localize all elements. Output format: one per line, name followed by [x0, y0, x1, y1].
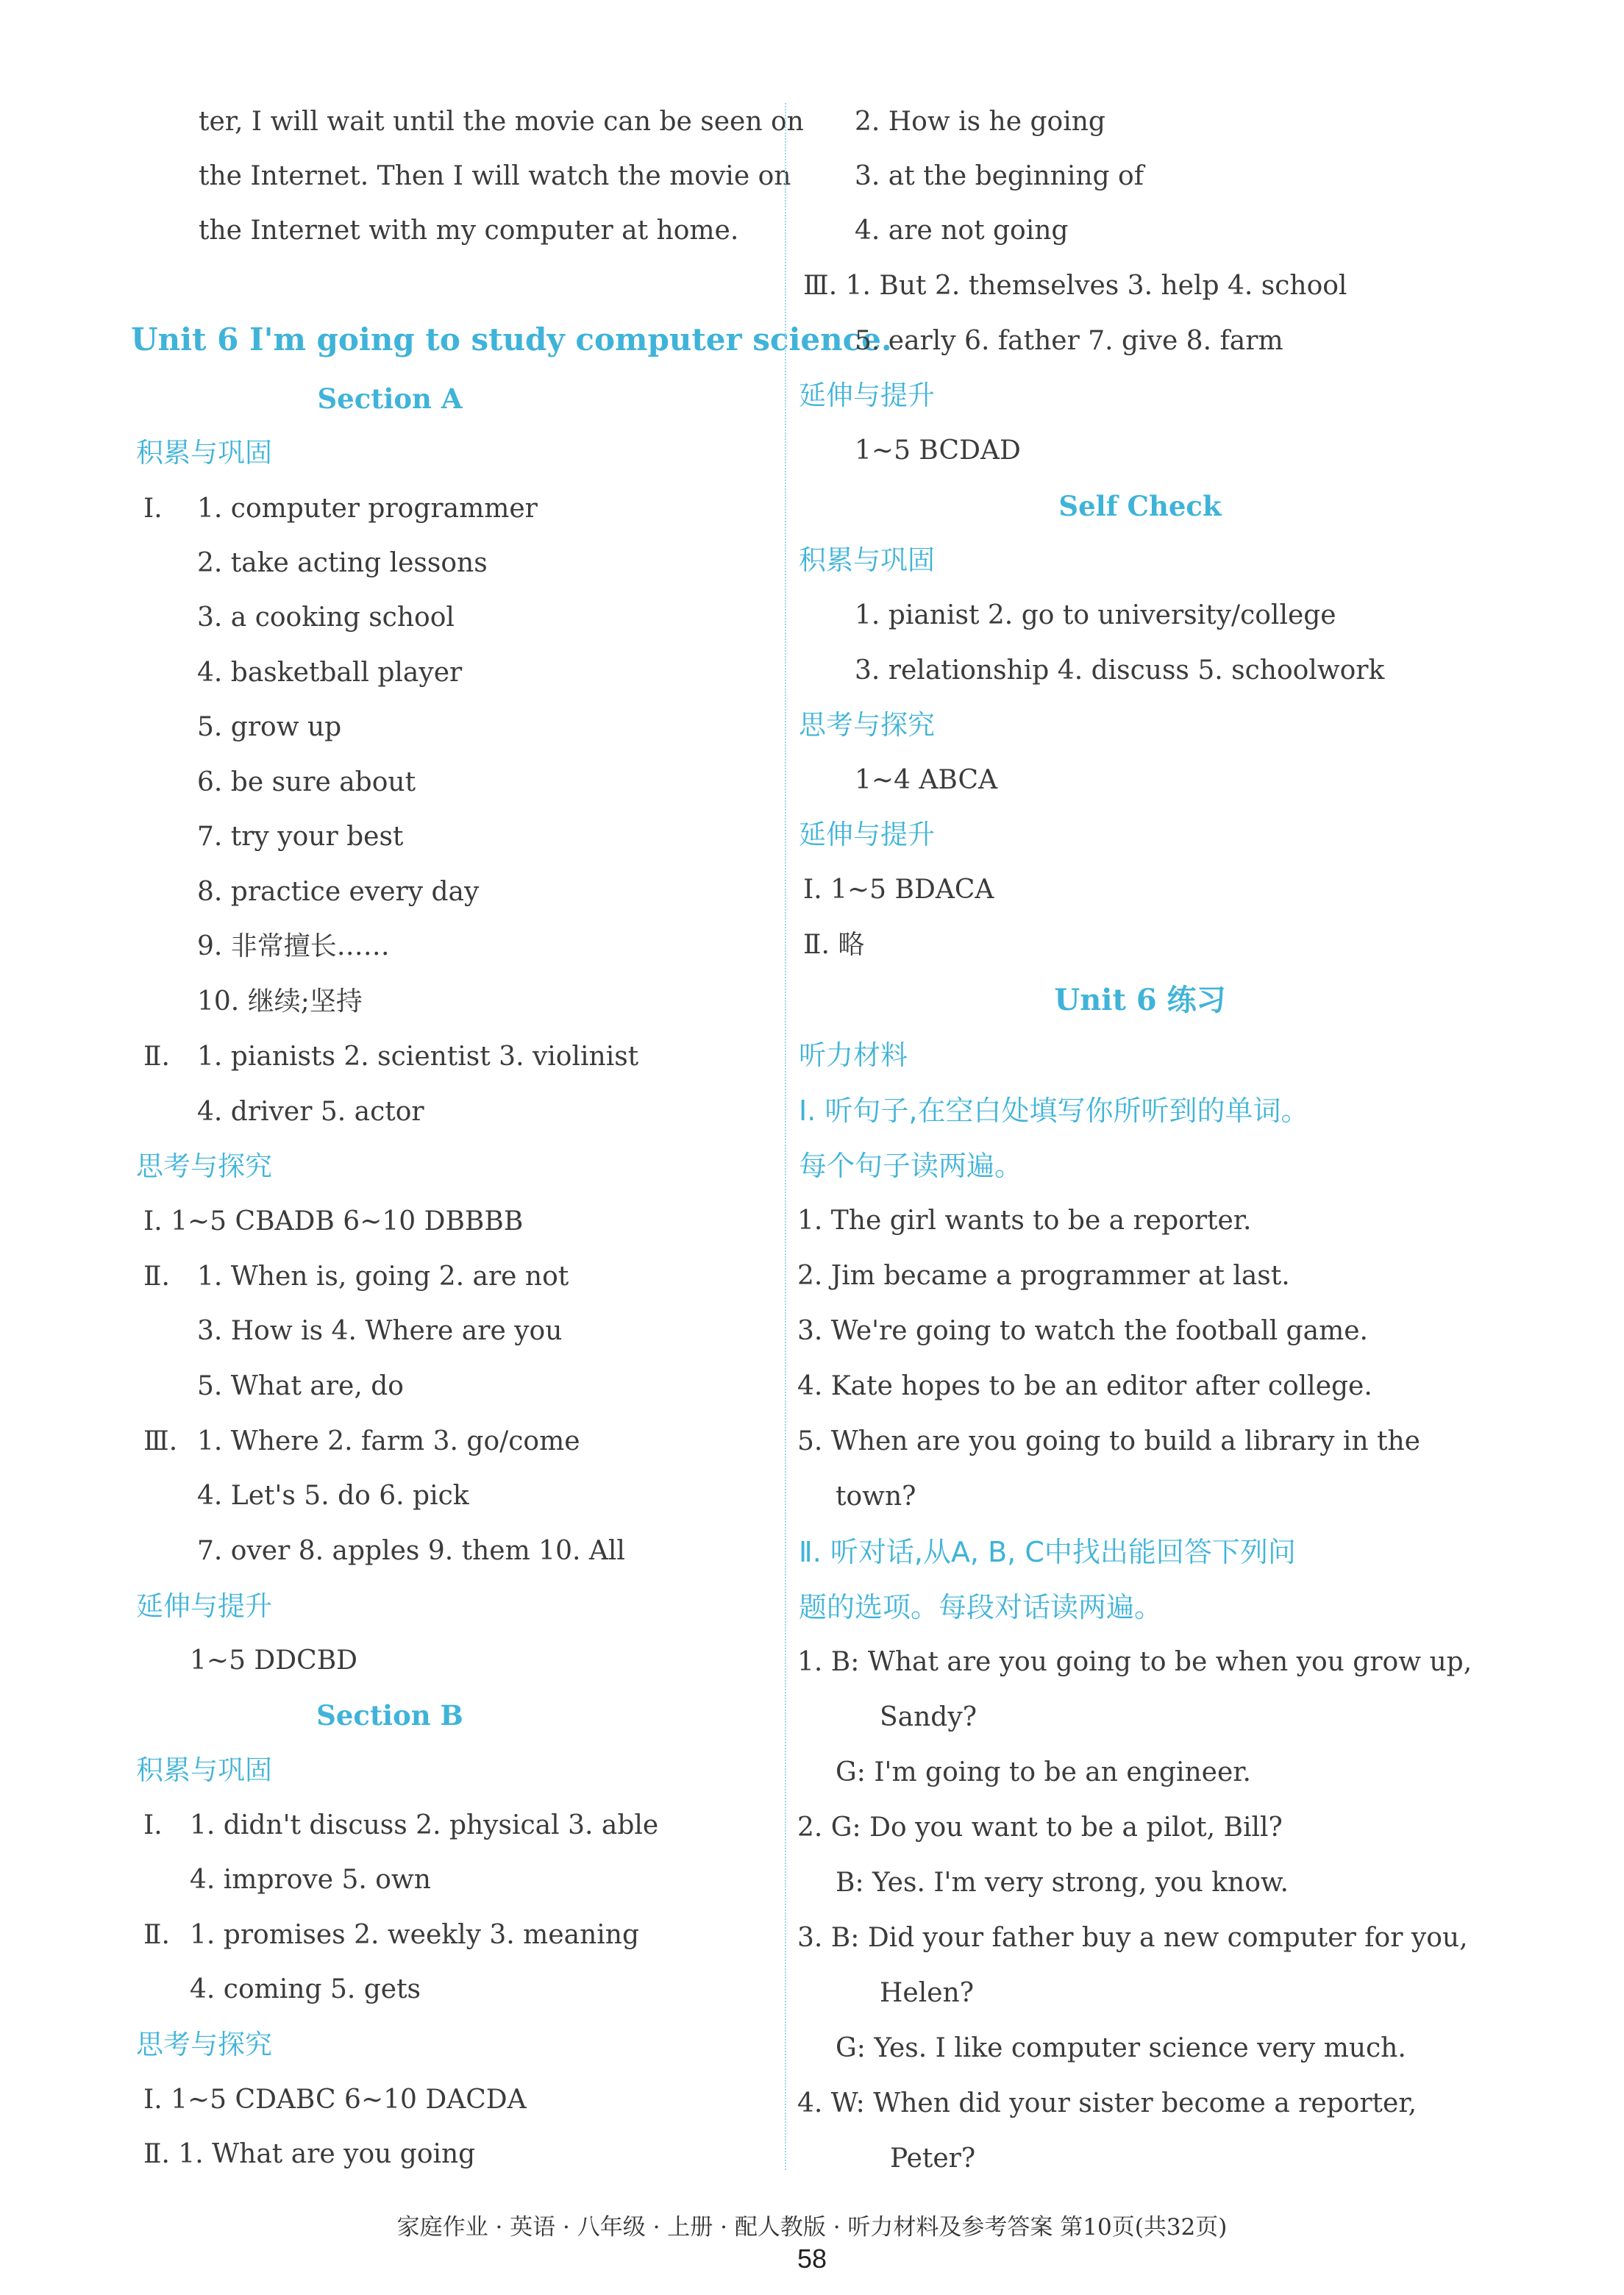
answer-line: 4. improve 5. own: [190, 1865, 431, 1895]
page-footer: 家庭作业 · 英语 · 八年级 · 上册 · 配人教版 · 听力材料及参考答案 第10页(共32页): [396, 2214, 1228, 2241]
column-divider: [785, 103, 786, 2170]
part-marker: Ⅱ.: [143, 1042, 170, 1072]
answer-line: 4. driver 5. actor: [197, 1097, 424, 1127]
answer-line: 4. coming 5. gets: [190, 1974, 421, 2004]
answer-line: 10. 继续;坚持: [197, 986, 363, 1017]
dialog-line: Helen?: [880, 1978, 975, 2008]
answer-line: 7. try your best: [197, 822, 404, 852]
self-check-title: Self Check: [1058, 490, 1222, 522]
section-heading: 延伸与提升: [136, 1590, 272, 1622]
answer-line: 7. over 8. apples 9. them 10. All: [197, 1536, 625, 1566]
dialog-line: G: Yes. I like computer science very much.: [836, 2033, 1406, 2063]
section-a-title: Section A: [317, 382, 463, 415]
dialog-line: 3. B: Did your father buy a new computer for you,: [797, 1923, 1468, 1953]
dialog-line: G: I'm going to be an engineer.: [836, 1757, 1251, 1787]
part-marker: Ⅰ.: [143, 494, 163, 524]
answer-line: 1. pianist 2. go to university/college: [855, 600, 1336, 630]
practice-title: Unit 6 练习: [1054, 983, 1226, 1017]
answer-line: Ⅱ. 1. What are you going: [143, 2139, 476, 2169]
answer-line: 3. a cooking school: [197, 602, 455, 633]
answer-line: 3. relationship 4. discuss 5. schoolwork: [855, 655, 1385, 686]
section-heading: 思考与探究: [136, 1150, 272, 1182]
instruction-1b: 每个句子读两遍。: [799, 1150, 1023, 1182]
answer-line: Ⅰ. 1~5 CDABC 6~10 DACDA: [143, 2085, 527, 2115]
sentence-line: 4. Kate hopes to be an editor after college.: [797, 1371, 1372, 1401]
answer-line: 4. Let's 5. do 6. pick: [197, 1481, 469, 1511]
answer-line: Ⅲ. 1. But 2. themselves 3. help 4. school: [803, 271, 1347, 301]
answer-line: 3. at the beginning of: [855, 161, 1144, 191]
sentence-line: 2. Jim became a programmer at last.: [797, 1261, 1290, 1291]
answer-line: Ⅱ. 略: [803, 930, 865, 960]
part-marker: Ⅱ.: [143, 1262, 170, 1292]
answer-line: Ⅰ. 1~5 BDACA: [803, 875, 994, 905]
instruction-1: Ⅰ. 听句子,在空白处填写你所听到的单词。: [799, 1095, 1309, 1127]
section-heading: 积累与巩固: [136, 437, 272, 469]
instruction-2b: 题的选项。每段对话读两遍。: [799, 1591, 1163, 1623]
answer-line: 1~5 BCDAD: [855, 435, 1021, 466]
answer-line: 4. basketball player: [197, 658, 463, 688]
answer-line: 5. grow up: [197, 712, 342, 742]
answer-line: 2. How is he going: [855, 107, 1105, 137]
answer-line: 4. are not going: [855, 216, 1069, 246]
answer-line: 1. didn't discuss 2. physical 3. able: [190, 1810, 659, 1840]
answer-line: 1. When is, going 2. are not: [197, 1262, 569, 1292]
answer-line: 6. be sure about: [197, 767, 416, 797]
listening-title: 听力材料: [799, 1039, 908, 1071]
answer-line: 3. How is 4. Where are you: [197, 1316, 563, 1346]
answer-line: 2. take acting lessons: [197, 548, 488, 578]
answer-line: Ⅰ. 1~5 CBADB 6~10 DBBBB: [143, 1206, 524, 1237]
dialog-line: Peter?: [890, 2143, 976, 2174]
instruction-2: Ⅱ. 听对话,从A, B, C中找出能回答下列问: [799, 1536, 1296, 1568]
section-heading: 延伸与提升: [799, 819, 935, 850]
answer-line: 1. Where 2. farm 3. go/come: [197, 1426, 580, 1456]
unit-title: Unit 6 I'm going to study computer science.: [131, 321, 892, 357]
dialog-line: B: Yes. I'm very strong, you know.: [836, 1868, 1289, 1898]
part-marker: Ⅰ.: [143, 1810, 163, 1840]
answer-line: 1~5 DDCBD: [190, 1645, 358, 1676]
sentence-line: 3. We're going to watch the football game.: [797, 1316, 1368, 1346]
sentence-line: 5. When are you going to build a library in the: [797, 1426, 1420, 1456]
intro-line-3: the Internet with my computer at home.: [199, 216, 739, 246]
dialog-line: 2. G: Do you want to be a pilot, Bill?: [797, 1812, 1283, 1843]
answer-line: 5. What are, do: [197, 1371, 404, 1401]
answer-line: 1. promises 2. weekly 3. meaning: [190, 1920, 640, 1950]
dialog-line: 1. B: What are you going to be when you grow up,: [797, 1647, 1472, 1677]
page-number: 58: [797, 2244, 827, 2274]
dialog-line: Sandy?: [880, 1702, 977, 1732]
section-heading: 积累与巩固: [136, 1754, 272, 1786]
section-heading: 积累与巩固: [799, 544, 935, 576]
answer-line: 5. early 6. father 7. give 8. farm: [855, 326, 1283, 356]
section-b-title: Section B: [316, 1699, 463, 1732]
intro-line-2: the Internet. Then I will watch the movie on: [199, 161, 791, 191]
answer-line: 8. practice every day: [197, 877, 480, 907]
part-marker: Ⅲ.: [143, 1426, 178, 1456]
answer-line: 1. pianists 2. scientist 3. violinist: [197, 1042, 639, 1072]
sentence-line: town?: [836, 1481, 916, 1512]
section-heading: 延伸与提升: [799, 380, 935, 411]
part-marker: Ⅱ.: [143, 1920, 170, 1950]
sentence-line: 1. The girl wants to be a reporter.: [797, 1206, 1252, 1236]
dialog-line: 4. W: When did your sister become a reporter,: [797, 2088, 1417, 2118]
answer-line: 9. 非常擅长……: [197, 931, 390, 961]
answer-line: 1~4 ABCA: [855, 765, 998, 795]
answer-line: 1. computer programmer: [197, 494, 538, 524]
section-heading: 思考与探究: [136, 2029, 272, 2060]
intro-line-1: ter, I will wait until the movie can be seen on: [199, 107, 804, 137]
section-heading: 思考与探究: [799, 709, 935, 741]
